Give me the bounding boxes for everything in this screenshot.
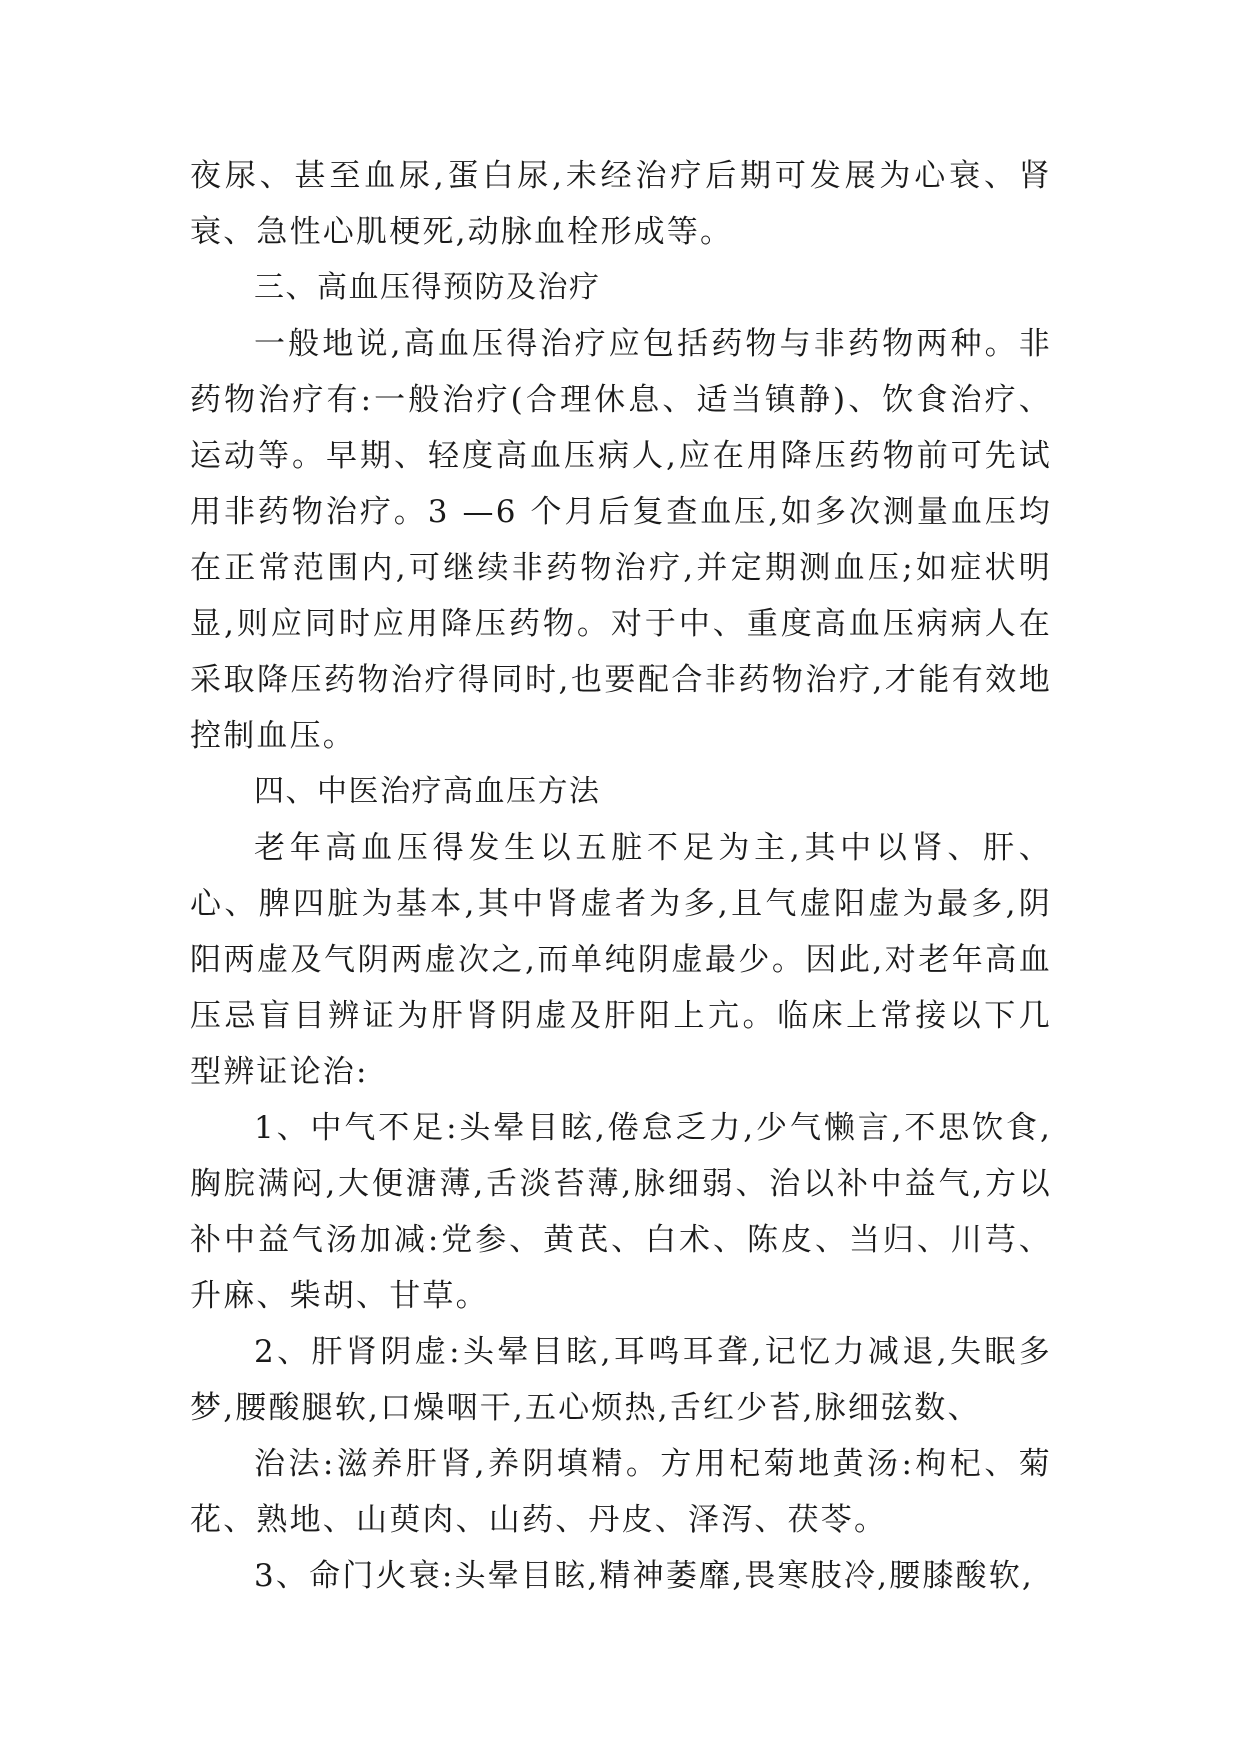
paragraph-tcm-intro: 老年高血压得发生以五脏不足为主,其中以肾、肝、心、脾四脏为基本,其中肾虚者为多,且气虚阳虚为最多,阴阳两虚及气阴两虚次之,而单纯阴虚最少。因此,对老年高血压忌盲目辨证为肝肾阴虚及肝阳上亢。临床上常接以下几型辨证论治: xyxy=(190,830,1052,1090)
section-heading-prevention-treatment: 三、高血压得预防及治疗 xyxy=(254,270,601,305)
paragraph-type-1-qi-deficiency: 1、中气不足:头晕目眩,倦怠乏力,少气懒言,不思饮食,胸脘满闷,大便溏薄,舌淡苔薄,脉细弱、治以补中益气,方以补中益气汤加减:党参、黄芪、白术、陈皮、当归、川芎、升麻、柴胡、甘草。 xyxy=(190,1110,1052,1314)
paragraph-type-3-mingmen-fire-decline: 3、命门火衰:头晕目眩,精神萎靡,畏寒肢冷,腰膝酸软, xyxy=(254,1558,1034,1594)
paragraph-treatment-overview: 一般地说,高血压得治疗应包括药物与非药物两种。非药物治疗有:一般治疗(合理休息、适当镇静)、饮食治疗、运动等。早期、轻度高血压病人,应在用降压药物前可先试用非药物治疗。3 —6 个月后复查血压,如多次测量血压均在正常范围内,可继续非药物治疗,并定期测血压;如症状明显,则应同时应用降压药物。对于中、重度高血压病病人在采取降压药物治疗得同时,也要配合非药物治疗,才能有效地控制血压。 xyxy=(190,326,1052,754)
document-body xyxy=(190,148,1052,1604)
paragraph-type-2-liver-kidney-yin-deficiency: 2、肝肾阴虚:头晕目眩,耳鸣耳聋,记忆力减退,失眠多梦,腰酸腿软,口燥咽干,五心烦热,舌红少苔,脉细弦数、 xyxy=(190,1334,1052,1426)
paragraph-type-2-treatment: 治法:滋养肝肾,养阴填精。方用杞菊地黄汤:枸杞、菊花、熟地、山萸肉、山药、丹皮、泽泻、茯苓。 xyxy=(190,1446,1052,1538)
paragraph-symptoms-continued: 夜尿、甚至血尿,蛋白尿,未经治疗后期可发展为心衰、肾衰、急性心肌梗死,动脉血栓形成等。 xyxy=(190,158,1052,250)
section-heading-tcm-methods: 四、中医治疗高血压方法 xyxy=(254,774,601,809)
